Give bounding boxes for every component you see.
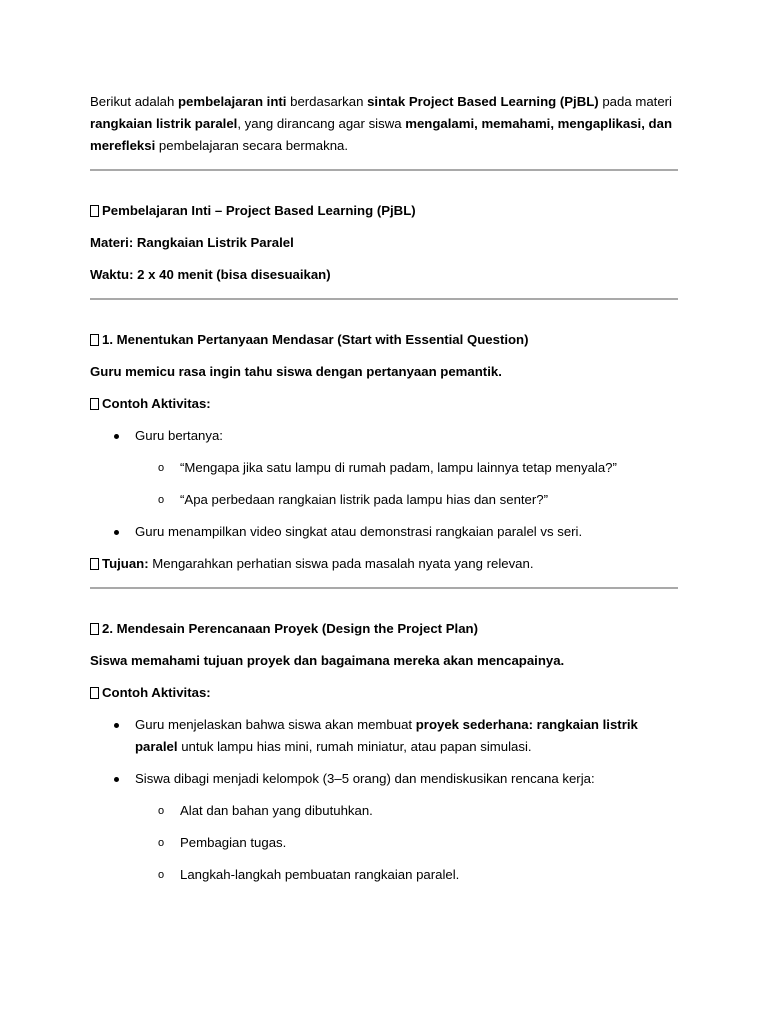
goal-text: Mengarahkan perhatian siswa pada masalah nyata yang relevan. [148,556,534,571]
materi-line: Materi: Rangkaian Listrik Paralel [90,235,294,250]
bullet-icon [114,530,119,535]
missing-glyph-icon [90,558,99,570]
waktu-line: Waktu: 2 x 40 menit (bisa disesuaikan) [90,267,331,282]
list-item-text: Guru menampilkan video singkat atau demonstrasi rangkaian paralel vs seri. [135,524,583,539]
intro-text-1: Berikut adalah [90,94,178,109]
circle-bullet-icon: o [158,462,165,474]
circle-bullet-icon: o [158,494,165,506]
intro-paragraph [90,91,678,157]
step1-heading-text: 1. Menentukan Pertanyaan Mendasar (Start with Essential Question) [102,332,529,347]
intro-text-2: berdasarkan [286,94,368,109]
step2-heading [90,618,678,640]
divider [90,169,678,171]
step2-activities-label [90,682,678,704]
list-item-bold: proyek sederhana: rangkaian listrik paralel [135,717,638,754]
intro-bold-2: sintak Project Based Learning (PjBL) [367,94,599,109]
divider [90,298,678,300]
step1-activities-label [90,393,678,415]
list-item [90,768,678,790]
missing-glyph-icon [90,687,99,699]
activities-label-text: Contoh Aktivitas: [102,396,211,411]
missing-glyph-icon [90,623,99,635]
missing-glyph-icon [90,398,99,410]
list-item [90,425,678,447]
sub-list-item-text: “Mengapa jika satu lampu di rumah padam, lampu lainnya tetap menyala?” [180,460,617,475]
sub-list-item-text: Alat dan bahan yang dibutuhkan. [180,803,373,818]
intro-text-4: , yang dirancang agar siswa [237,116,406,131]
section-title-text: Pembelajaran Inti – Project Based Learning (PjBL) [102,203,416,218]
list-item-text: untuk lampu hias mini, rumah miniatur, atau papan simulasi. [177,739,532,754]
circle-bullet-icon: o [158,869,165,881]
circle-bullet-icon: o [158,837,165,849]
document-body [90,91,678,886]
list-item-text: Siswa dibagi menjadi kelompok (3–5 orang) dan mendiskusikan rencana kerja: [135,771,595,786]
circle-bullet-icon: o [158,805,165,817]
intro-bold-1: pembelajaran inti [177,94,287,109]
list-item [90,714,678,758]
sub-list-item-text: “Apa perbedaan rangkaian listrik pada lampu hias dan senter?” [180,492,549,507]
sub-list-item [90,832,678,854]
bullet-icon [114,777,119,782]
bullet-icon [114,723,119,728]
list-item-text: Guru menjelaskan bahwa siswa akan membuat [135,717,416,732]
sub-list-item [90,800,678,822]
sub-list-item [90,864,678,886]
sub-list-item [90,489,678,511]
missing-glyph-icon [90,205,99,217]
bullet-icon [114,434,119,439]
step1-lead: Guru memicu rasa ingin tahu siswa dengan pertanyaan pemantik. [90,364,502,379]
step2-lead: Siswa memahami tujuan proyek dan bagaimana mereka akan mencapainya. [90,653,565,668]
step2-heading-text: 2. Mendesain Perencanaan Proyek (Design the Project Plan) [102,621,478,636]
list-item-text: Guru bertanya: [135,428,223,443]
intro-text-5: pembelajaran secara bermakna. [155,138,349,153]
sub-list-item [90,457,678,479]
sub-list-item-text: Pembagian tugas. [180,835,287,850]
intro-bold-4: mengalami, memahami, mengaplikasi, dan merefleksi [90,116,672,153]
goal-label: Tujuan: [102,556,149,571]
intro-text-3: pada materi [598,94,672,109]
intro-bold-3: rangkaian listrik paralel [90,116,238,131]
list-item [90,521,678,543]
sub-list-item-text: Langkah-langkah pembuatan rangkaian paralel. [180,867,460,882]
divider [90,587,678,589]
missing-glyph-icon [90,334,99,346]
section-title [90,200,678,222]
activities-label-text: Contoh Aktivitas: [102,685,211,700]
step1-goal [90,553,678,575]
step1-heading [90,329,678,351]
